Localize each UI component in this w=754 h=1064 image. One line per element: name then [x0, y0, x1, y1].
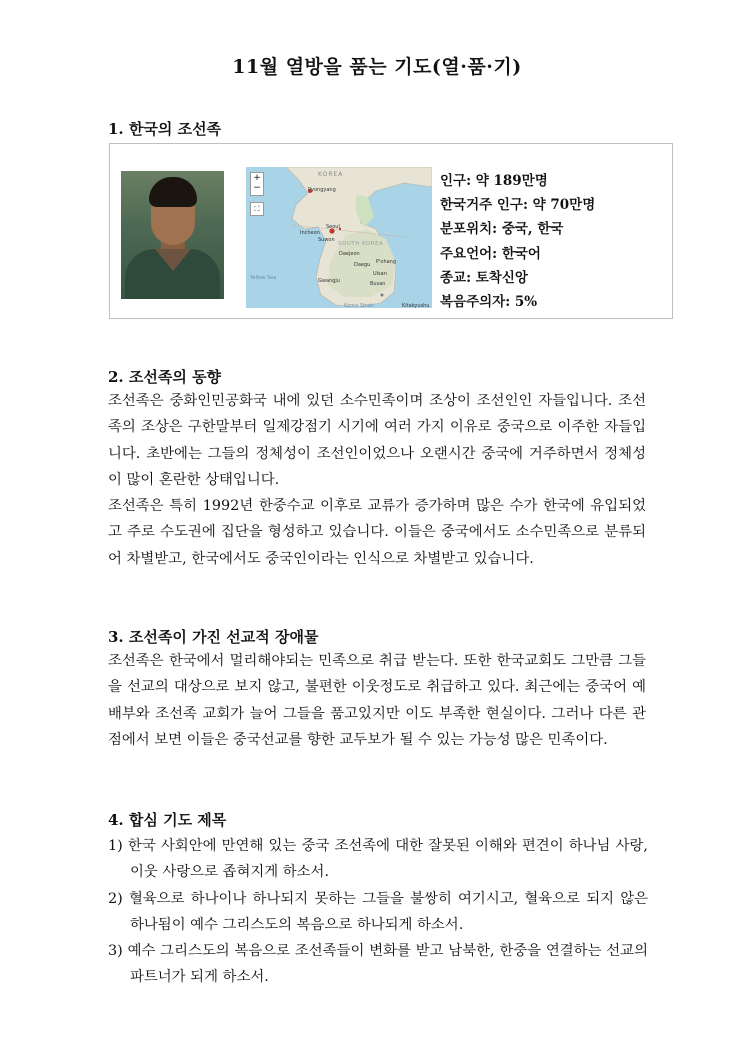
zoom-in-button[interactable]: + — [253, 173, 261, 183]
section-2-heading: 2. 조선족의 동향 — [108, 368, 222, 386]
map-zoom-control — [250, 172, 264, 196]
map-label-south-korea: SOUTH KOREA — [338, 241, 384, 247]
map-label-seoul: Seoul — [326, 224, 340, 230]
map-label-busan: Busan — [370, 281, 386, 287]
map-label-yellow-sea: Yellow Sea — [250, 275, 277, 281]
section-1-heading: 1. 한국의 조선족 — [108, 120, 222, 138]
map-label-daejeon: Daejeon — [339, 251, 360, 257]
map-label-pohang: P'ohang — [376, 259, 397, 265]
section-4-heading: 4. 합심 기도 제목 — [108, 811, 227, 829]
info-religion: 종교: 토착신앙 — [440, 269, 528, 286]
map-label-pyongyang: Pyongyang — [308, 187, 336, 193]
prayer-item: 3) 예수 그리스도의 복음으로 조선족들이 변화를 받고 남북한, 한중을 연결하는 선교의 파트너가 되게 하소서. — [108, 943, 648, 986]
prayer-list — [108, 833, 648, 991]
map-label-ulsan: Ulsan — [373, 271, 387, 277]
map-label-korea-strait: Korea Strait — [344, 303, 374, 308]
info-distribution: 분포위치: 중국, 한국 — [440, 221, 564, 238]
prayer-item: 1) 한국 사회안에 만연해 있는 중국 조선족에 대한 잘못된 이해와 편견이 하나님 사랑, 이웃 사랑으로 좁혀지게 하소서. — [108, 838, 648, 881]
section-2-paragraph-2: 조선족은 특히 1992년 한중수교 이후로 교류가 증가하며 많은 수가 한국에 유입되었고 주로 수도권에 집단을 형성하고 있습니다. 이들은 중국에서도 소수민족으로 분류되어 차별받고, 한국에서도 중국인이라는 인식으로 차별받고 있습니다. — [108, 498, 646, 567]
map-label-korea: KOREA — [318, 171, 344, 178]
info-korea-population: 한국거주 인구: 약 70만명 — [440, 197, 596, 214]
map-label-daegu: Daegu — [354, 262, 371, 268]
fullscreen-button[interactable]: ⛶ — [250, 202, 264, 216]
zoom-out-button[interactable]: − — [253, 183, 261, 193]
page-title: 11월 열방을 품는 기도(열·품·기) — [232, 56, 522, 78]
info-evangelicals: 복음주의자: 5% — [440, 294, 538, 311]
map-label-incheon: Incheon — [300, 230, 320, 236]
section-3-paragraph: 조선족은 한국에서 멀리해야되는 민족으로 취급 받는다. 또한 한국교회도 그만큼 그들을 선교의 대상으로 보지 않고, 불편한 이웃정도로 취급하고 있다. 최근에는 중국어 예배부와 조선족 교회가 늘어 그들을 품고있지만 이도 부족한 현실이다. 그러나 다른 관점에서 보면 이들은 중국선교를 향한 교두보가 될 수 있는 가능성 많은 민족이다. — [108, 653, 646, 748]
person-photo — [121, 171, 224, 299]
prayer-item: 2) 혈육으로 하나이나 하나되지 못하는 그들을 불쌍히 여기시고, 혈육으로 되지 않은 하나됨이 예수 그리스도의 복음으로 하나되게 하소서. — [108, 890, 648, 933]
section-2-paragraph-1: 조선족은 중화인민공화국 내에 있던 소수민족이며 조상이 조선인인 자들입니다. 조선족의 조상은 구한말부터 일제강점기 시기에 여러 가지 이유로 중국으로 이주한 자들입니다. 초반에는 그들의 정체성이 조선인이었으나 오랜시간 중국에 거주하면서 정체성이 많이 혼란한 상태입니다. — [108, 393, 646, 488]
info-population: 인구: 약 189만명 — [440, 173, 548, 189]
info-language: 주요언어: 한국어 — [440, 245, 541, 262]
people-info — [440, 169, 595, 314]
map-label-gwangju: Gwangju — [318, 278, 340, 284]
section-3-heading: 3. 조선족이 가진 선교적 장애물 — [108, 628, 319, 646]
korea-map[interactable] — [246, 167, 432, 308]
map-label-kitakyushu: Kitakyushu — [402, 303, 430, 308]
map-label-suwon: Suwon — [318, 237, 335, 243]
